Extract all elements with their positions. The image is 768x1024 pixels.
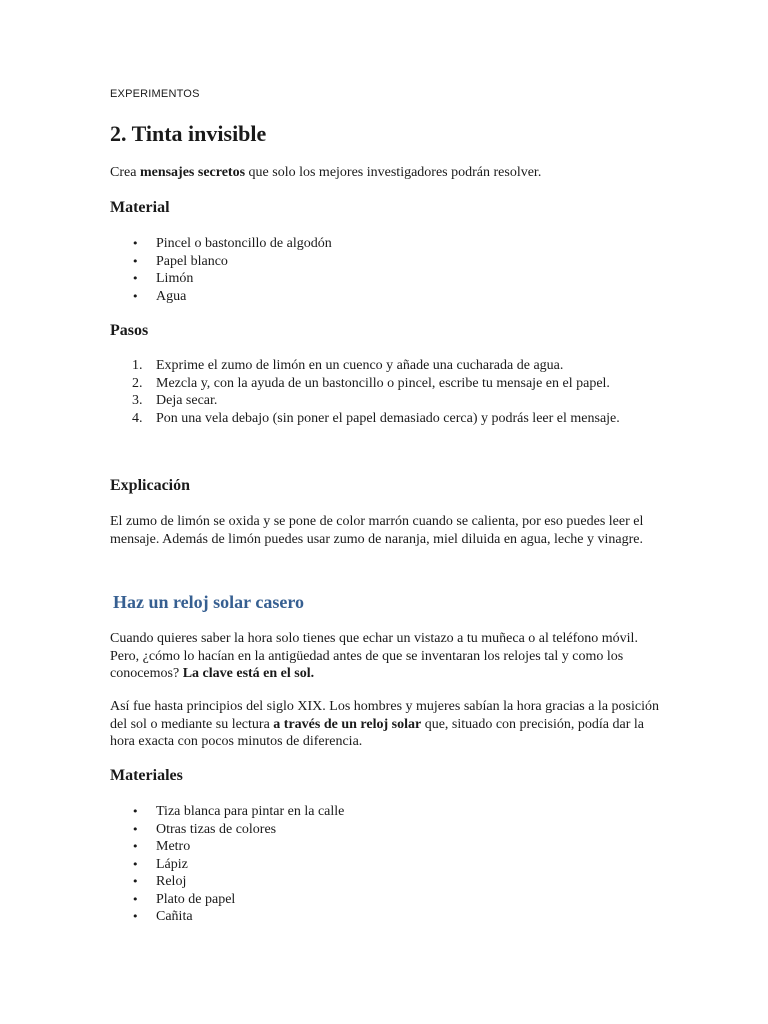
reloj-heading: Haz un reloj solar casero — [113, 592, 304, 612]
page-header: EXPERIMENTOS — [110, 88, 200, 100]
list-item-text: Cañita — [156, 909, 193, 924]
explicacion-paragraph: El zumo de limón se oxida y se pone de color marrón cuando se calienta, por eso puedes leer el mensaje. Además de limón puedes usar zumo de naranja, miel diluida en agua, leche y vinagre. — [110, 514, 644, 547]
step-number: 1. — [132, 358, 143, 373]
list-item — [110, 270, 630, 288]
reloj-paragraph-2 — [110, 698, 670, 751]
list-item-text: Papel blanco — [156, 253, 228, 269]
bullet: • — [132, 822, 139, 836]
materiales-list — [110, 803, 630, 926]
list-item-text: Pon una vela debajo (sin poner el papel demasiado cerca) y podrás leer el mensaje. — [156, 410, 620, 426]
pasos-heading: Pasos — [110, 322, 149, 339]
list-item — [110, 856, 630, 874]
bullet: • — [132, 289, 139, 303]
list-item-text: Lápiz — [156, 856, 188, 872]
list-item-text: Limón — [156, 271, 194, 286]
list-item — [110, 908, 630, 926]
bullet: • — [132, 805, 139, 818]
list-item — [110, 288, 630, 306]
list-item — [110, 891, 630, 909]
list-item — [110, 803, 630, 821]
list-item — [110, 357, 630, 375]
list-item — [110, 838, 630, 856]
list-item-text: Pincel o bastoncillo de algodón — [156, 236, 332, 251]
reloj-p1-bold: La clave está en el sol. — [182, 666, 315, 681]
explicacion-heading: Explicación — [110, 477, 191, 494]
list-item-text: Deja secar. — [156, 393, 218, 408]
reloj-p2-text: Así fue hasta principios del siglo XIX. Los hombres y mujeres sabían la hora gracias a la posición del sol o mediante su lectura — [110, 699, 659, 732]
section-title: 2. Tinta invisible — [110, 121, 267, 146]
bullet: • — [132, 892, 139, 906]
reloj-p2-bold: a través de un reloj solar — [273, 716, 422, 732]
materiales-heading: Materiales — [110, 767, 183, 784]
reloj-paragraph-1 — [110, 630, 670, 683]
list-item — [110, 821, 630, 839]
list-item — [110, 410, 630, 428]
reloj-p1-text: Cuando quieres saber la hora solo tienes que echar un vistazo a tu muñeca o al teléfono móvil. Pero, ¿cómo lo hacían en la antigüedad antes de que se inventaran los relojes tal y como los conocemos? — [110, 631, 638, 681]
bullet: • — [132, 857, 139, 871]
list-item — [110, 873, 630, 891]
list-item — [110, 375, 630, 393]
bullet: • — [132, 237, 139, 250]
bullet: • — [132, 840, 139, 853]
intro-text: Crea — [110, 165, 140, 180]
list-item-text: Tiza blanca para pintar en la calle — [156, 804, 345, 819]
material-list — [110, 235, 630, 305]
step-number: 4. — [132, 410, 143, 426]
list-item — [110, 392, 630, 410]
step-number: 3. — [132, 393, 143, 408]
intro-bold: mensajes secretos — [139, 165, 246, 180]
pasos-list — [110, 357, 630, 427]
intro-text-end: que solo los mejores investigadores podrán resolver. — [245, 165, 542, 180]
step-number: 2. — [132, 375, 143, 391]
list-item — [110, 235, 630, 253]
list-item-text: Reloj — [156, 874, 187, 889]
list-item-text: Agua — [156, 288, 187, 304]
list-item-text: Metro — [156, 839, 191, 854]
material-heading: Material — [110, 199, 170, 216]
list-item — [110, 253, 630, 271]
list-item-text: Exprime el zumo de limón en un cuenco y añade una cucharada de agua. — [156, 358, 564, 373]
bullet: • — [132, 272, 139, 285]
bullet: • — [132, 875, 139, 888]
list-item-text: Otras tizas de colores — [156, 821, 277, 837]
list-item-text: Plato de papel — [156, 891, 236, 907]
bullet: • — [132, 254, 139, 268]
intro-paragraph — [110, 164, 670, 182]
list-item-text: Mezcla y, con la ayuda de un bastoncillo o pincel, escribe tu mensaje en el papel. — [156, 375, 610, 391]
bullet: • — [132, 910, 139, 923]
reloj-p2-text-end: que, situado con precisión, podía dar la hora exacta con pocos minutos de diferencia. — [110, 716, 644, 749]
